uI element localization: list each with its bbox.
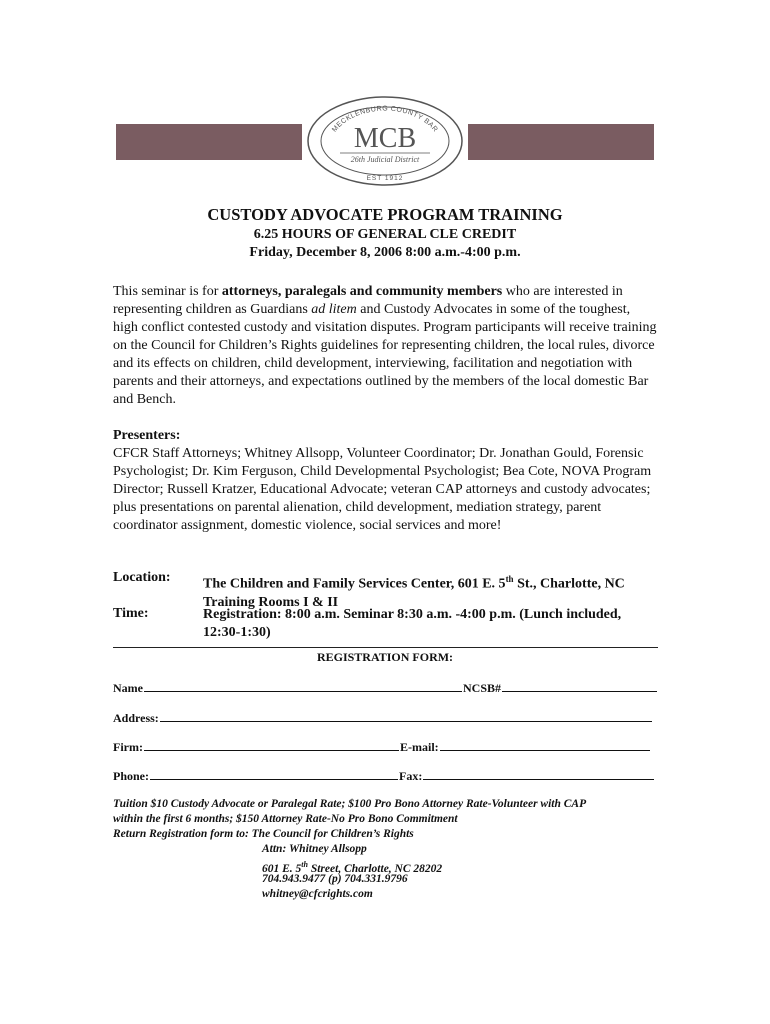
- attn-email: whitney@cfcrights.com: [262, 888, 373, 900]
- location-label: Location:: [113, 570, 171, 585]
- time-value: Registration: 8:00 a.m. Seminar 8:30 a.m. -4:00 p.m. (Lunch included, 12:30-1:30): [203, 607, 622, 640]
- phone-field[interactable]: [150, 767, 398, 780]
- presenters-text: CFCR Staff Attorneys; Whitney Allsopp, Volunteer Coordinator; Dr. Jonathan Gould, Forensic Psychologist; Dr. Kim Ferguson, Child Developmental Psychologist; Bea Cote, NOVA Program Director; Russell Kratzer, Educational Advocate; veteran CAP attorneys and custody advocates; plus presentations on parental alienation, child development, mediation strategy, parent coordinator assignment, domestic violence, social services and more!: [113, 446, 652, 533]
- firm-label: Firm:: [113, 740, 143, 754]
- name-row: [113, 679, 658, 696]
- audience-bold: attorneys, paralegals and community members: [221, 284, 503, 299]
- header-bar-left: [116, 124, 302, 160]
- firm-row: [113, 738, 658, 755]
- tuition-line-2: within the first 6 months; $150 Attorney Rate-No Pro Bono Commitment: [113, 813, 458, 825]
- presenters-heading: Presenters:: [113, 428, 181, 443]
- event-date: Friday, December 8, 2006 8:00 a.m.-4:00 p.m.: [249, 245, 521, 260]
- time-label: Time:: [113, 606, 149, 621]
- attn-phone: 704.943.9477 (p) 704.331.9796: [262, 873, 408, 885]
- ad-litem-italic: ad litem: [311, 302, 357, 317]
- address-field[interactable]: [160, 709, 652, 722]
- registration-form-title: REGISTRATION FORM:: [316, 650, 454, 664]
- phone-label: Phone:: [113, 769, 149, 783]
- firm-field[interactable]: [144, 738, 399, 751]
- header-bar-right: [468, 124, 654, 160]
- email-field[interactable]: [440, 738, 650, 751]
- document-title: CUSTODY ADVOCATE PROGRAM TRAINING: [207, 205, 563, 224]
- return-instructions: Return Registration form to: The Council for Children’s Rights: [113, 828, 414, 840]
- tuition-line-1: Tuition $10 Custody Advocate or Paralegal Rate; $100 Pro Bono Attorney Rate-Volunteer with CAP: [113, 798, 587, 810]
- ncsb-field[interactable]: [502, 679, 657, 692]
- fax-field[interactable]: [423, 767, 654, 780]
- section-divider: [113, 647, 658, 648]
- intro-paragraph: This seminar is for attorneys, paralegals and community members who are interested in representing children as Guardians ad litem and Custody Advocates in some of the toughest, high conflict contested custody and visitation disputes. Program participants will receive training on the Council for Children’s Rights guidelines for representing children, the local rules, divorce and its effects on children, child development, interviewing, facilitation and negotiation with parents and their attorneys, and expectations outlined by the members of the local domestic Bar and Bench.: [113, 284, 657, 407]
- attn-name: Attn: Whitney Allsopp: [262, 843, 367, 855]
- logo-initials: MCB: [353, 123, 417, 154]
- fax-label: Fax:: [399, 769, 423, 783]
- logo-arc-text: MECKLENBURG COUNTY BAR: [331, 105, 439, 134]
- address-label: Address:: [113, 711, 159, 725]
- attn-address: 601 E. 5th Street, Charlotte, NC 28202: [262, 860, 443, 875]
- name-label: Name: [113, 681, 143, 695]
- phone-row: [113, 767, 658, 784]
- mcb-logo: [306, 95, 464, 187]
- name-field[interactable]: [144, 679, 462, 692]
- ncsb-label: NCSB#: [463, 681, 502, 695]
- logo-est: EST 1912: [366, 175, 404, 182]
- logo-script-text: 26th Judicial District: [350, 155, 420, 164]
- email-label: E-mail:: [399, 740, 439, 754]
- address-row: [113, 709, 658, 726]
- location-value: The Children and Family Services Center, 601 E. 5th St., Charlotte, NC Training Rooms I & II: [203, 574, 625, 610]
- cle-credit: 6.25 HOURS OF GENERAL CLE CREDIT: [253, 227, 517, 242]
